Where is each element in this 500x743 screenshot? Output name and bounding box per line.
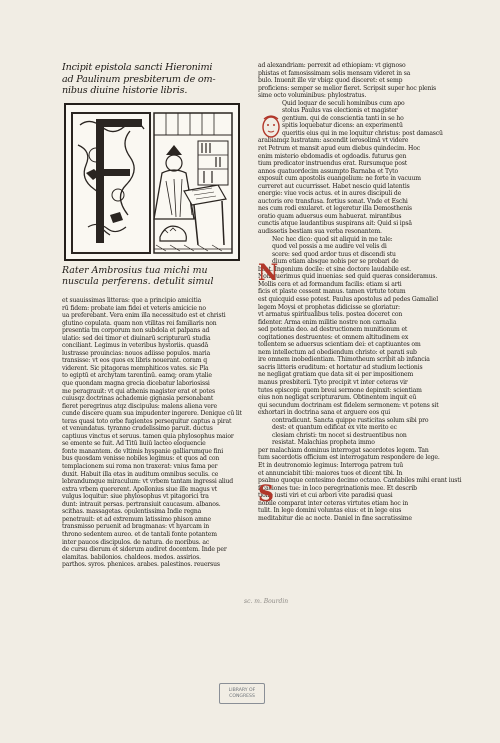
left-column-text — [62, 297, 244, 569]
text-line: psalmo quoque centesimo decimo octauo. Cantabiles mihi erant iusti — [258, 477, 462, 485]
heading-line: nibus diuine historie libris. — [62, 85, 188, 97]
text-line: viderent. Sic pitagoras memphiticos vates. sic Pla — [62, 364, 209, 372]
text-line: extra vrbem quererent. Apollonius siue ille magus vt — [62, 485, 217, 493]
text-line: me peragrauit: vt qui athenis magister erat et potes — [62, 387, 216, 395]
text-line: et suauissimas litteras: que a principio amicitia — [62, 297, 202, 304]
text-line: captiuus vinctus et seruus. tamen quia phylosophus maior — [62, 432, 234, 440]
text-line: curreret aut cucurrisset. Habet nescio quid latentis — [258, 182, 410, 190]
text-line: ire omnem inobedientiam. Thimotheum scribit ab infancia — [258, 356, 430, 364]
text-line: tum sacerdotis officium est interrogatum respondere de lege. — [258, 454, 440, 462]
text-line: rū fidem: probate iam fidei et veteris amicicie no — [62, 304, 206, 312]
text-line: vt armatus spiritualibus telis. postea doceret con — [258, 311, 403, 319]
text-line: transisse: vt eos quos ex libris nouerant. coram q — [62, 357, 207, 365]
heading-line: ad Paulinum presbiterum de om- — [62, 73, 216, 85]
text-line: tutes episcopi: quem breui sermone depinxit: scientiam — [258, 386, 422, 394]
text-line: ficis et plaste cessent manus. tamen virtute totum — [258, 288, 406, 296]
text-line: fonte manantem. de vltimis hyspanie galliarumque fini — [62, 447, 224, 455]
text-line: phistas et famosissimam solis mensam videret in sa — [258, 69, 411, 77]
text-line: presentia tm corporum non subdola et palpans ad — [62, 327, 210, 335]
text-line: sime octo voluminibus: phylostratus. — [258, 92, 367, 100]
text-line: bus quosdam venisse nobiles legimus: et quos ad con — [62, 455, 220, 463]
text-line: throno sedentem aureo. et de tantali fonte potantem — [62, 530, 217, 538]
text-line: contradicunt. Sancta quippe rusticitas solum sibi pro — [272, 416, 429, 424]
text-line: ulatio: sed dei timor et diuinarū scripturarū studia — [62, 334, 211, 342]
text-line: manus presbiterii. Tyto precipit vt inter ceteras vir — [258, 378, 408, 386]
text-line: sed potentia deo. ad destructionem munitionum et — [258, 326, 408, 334]
text-line: que quondam magna grecia dicebatur laboriosissi — [62, 380, 210, 388]
text-line: to egiptū et archytam tarentinū. eamq; oram ytalie — [62, 372, 212, 380]
text-line: resistat. Malachias propheta immo — [272, 439, 375, 447]
text-line: tulit. In lege domini voluntas eius: et in lege eius — [258, 507, 402, 515]
rubric-initial-n: N — [258, 260, 279, 286]
text-line: cunde discere quam sua impudenter ingerere. Denique cū lit — [62, 410, 242, 418]
text-line: queritis eius qui in me loquitur christus: post damascū — [282, 129, 443, 137]
text-line: Et in deutronomio legimus: Interroga patrem tuū — [258, 461, 404, 469]
text-line: et venundatus. tyranno crudelissimo paruit. ductus — [62, 425, 213, 433]
text-line: gentium. qui de conscientia tanti in se ho — [282, 114, 404, 122]
text-line: ne negligat gratiam que data sit ei per impositionem — [258, 371, 414, 379]
text-line: de cursu dierum et siderum audiret docentem. Inde per — [62, 546, 227, 554]
text-line: scere: sed quod ardor tuus et discendi stu — [272, 250, 396, 258]
text-line: oratio quam aduersus eum habuerat. mirantibus — [258, 212, 402, 220]
text-line: legem Moysi et prophetas didicisse se gloriatur: — [258, 303, 400, 311]
text-line: duxit. Habuit illa etas in auditum omnibus seculis. ce — [62, 470, 219, 478]
text-line: Quid loquar de seculi hominibus cum apo — [282, 99, 405, 107]
woodcut-saint-jerome-image — [66, 105, 238, 259]
text-line: clesiam christi: tm nocet si destruentibus non — [272, 431, 407, 439]
text-line: nobile comparat inter ceteras virtutes etiam hoc in — [258, 499, 409, 507]
text-line: beat. Ingenium docile: et sine doctore laudabile est. — [258, 265, 411, 273]
text-line: nem intellectum ad obediendum christo: et parati sub — [258, 348, 417, 356]
text-line: parthos. syros. phenices. arabes. palestinos. reuersus — [62, 561, 220, 569]
text-line: teras quasi toto orbe fugientes persequitur captus a pirat — [62, 417, 232, 425]
text-line: ad alexandriam: perrexit ad ethiopiam: vt gignoso — [258, 62, 406, 69]
text-line: per malachiam dominus interrogat sacerdotes legem. Tan — [258, 446, 429, 454]
subhead-line: Rater Ambrosius tua michi mu — [62, 265, 208, 276]
text-line: nes cum rodi exularet. et legeretur illa Demosthenis — [258, 205, 412, 213]
text-line: dest: et quantum edificat ex vite merito ec — [272, 424, 397, 432]
text-line: arabiamqz lustratam: ascendit ierosolimā vt videre — [258, 137, 409, 145]
text-line: vulgus loquitur: siue phylosophus vt pitagorici tra — [62, 493, 209, 501]
text-line: cunctis atque laudantibus suspirans ait: Quid si ipsā — [258, 220, 412, 228]
text-line: meditabitur die ac nocte. Daniel in fine sacratissime — [258, 514, 412, 522]
text-line: exhortari in doctrina sana et arguere eos qui — [258, 409, 391, 417]
text-line: lustrasse prouincias: nouos adiisse populos. maria — [62, 349, 211, 357]
text-line: inter paucos discipulos. de natura. de moribus. ac — [62, 538, 210, 546]
text-line: quod vel possis a me audire vel velis di — [272, 243, 387, 251]
heading-line: Incipit epistola sancti Hieronimi — [62, 62, 213, 73]
text-line: tione iusti viri et cui arbori vite paradisi quasi — [258, 492, 393, 500]
text-line: energie: viue vocis actus. et in aures discipuli de — [258, 190, 402, 198]
text-line: ficaciones tue: in loco peregrinationis mee. Et describ — [258, 484, 417, 492]
text-line: Mollis cera et ad formandum facilis: etiam si arti — [258, 280, 402, 288]
text-line: audissetis bestiam sua verba resonantem. — [258, 228, 382, 236]
text-line: ua preferebant. Vera enim illa necessitudo est et christi — [62, 312, 226, 320]
text-line: scithas. massagetas. opulentissima Indie regna — [62, 508, 202, 516]
text-line: dunt: intrauit persas. pertransiuit caucasum. albanos. — [62, 500, 221, 508]
text-line: fieret peregrinus atqz discipulus: malens aliena vere — [62, 402, 217, 410]
text-line: fidenter. Arma enim militie nostre non carnalia — [258, 318, 397, 326]
rubric-initial-s: S — [258, 481, 274, 507]
text-line: qui secundum doctrinam est fidelem sermonem: vt potens sit — [258, 401, 439, 409]
text-line: est quicquid esse potest. Paulus apostolus ad pedes Gamaliel — [258, 295, 439, 303]
text-line: proficiens: semper se melior fieret. Scripsit super hoc plenis — [258, 84, 437, 92]
text-line: Non querimus quid inuenias: sed quid queras consideramus. — [258, 273, 438, 281]
text-line: penetrauit: et ad extremum latissimo phison amne — [62, 515, 211, 523]
text-line: elamitas. babilonios. chaldeos. medos. assirios. — [62, 553, 201, 561]
text-line: templacionem sui roma non traxerat: vnius fama per — [62, 463, 218, 471]
text-line: Nec hec dico: quod sit aliquid in me tale: — [272, 235, 393, 243]
pencil-annotation: sc. m. Bourdin — [244, 598, 289, 605]
text-line: dium etiam absque nobis per se probari de — [272, 258, 399, 266]
text-line: sacris litteris eruditum: et hortatur ad studium lectionis — [258, 363, 423, 371]
text-line: annos quatuordecim assumpto Barnaba et Tyto — [258, 167, 398, 175]
text-line: tium predicator instruendus erat. Rursumque post — [258, 160, 408, 168]
opening-line — [62, 266, 244, 287]
text-line: se emente se fuit. Ad Titū liuiū lacteo eloquencie — [62, 440, 206, 448]
epistle-heading — [62, 62, 244, 97]
text-line: conciliant. Legimus in veteribus hystoriis. quasdā — [62, 342, 209, 350]
subhead-line: nuscula perferens. detulit simul — [62, 275, 214, 287]
decorated-initial-face-icon — [260, 114, 282, 141]
text-line: lebrandumque miraculum: vt vrbem tantam ingressi aliud — [62, 478, 234, 486]
text-line: et annunciabit tibi: maiores tuos et dicent tibi. In — [258, 469, 403, 477]
text-line: spitis loquebatur dicens: an experimentū — [282, 122, 403, 130]
stamp-line-1: LIBRARY OF — [228, 688, 256, 693]
library-stamp — [219, 683, 265, 704]
text-line: cuiusqz doctrinas achademie gignasia personabant — [62, 395, 214, 403]
text-line: cogitationes destruentes: et omnem altitudinem ex — [258, 333, 409, 341]
stamp-line-2: CONGRESS — [229, 693, 255, 699]
text-line: enim misterio ebdomadis et ogdoadis. futurus gen — [258, 152, 407, 160]
text-line: tollentem se aduersus scientiam dei: et captiuantes om — [258, 341, 421, 349]
text-line: exposuit cum apostolis euangelium: ne forte in vacuum — [258, 175, 421, 183]
text-line: eius non negligat scripturarum. Obtinentem inquit eū — [258, 394, 417, 402]
text-line: auctoris ore transfusa. fortius sonat. Vnde et Eschi — [258, 197, 408, 205]
text-line: glutino copulata. quam non vtilitas rei familiaris non — [62, 319, 217, 327]
woodcut-illustration — [64, 103, 240, 261]
right-column-text — [258, 62, 462, 522]
text-line: bulo. Inuenit ille vir vbiqz quod disceret: et semp — [258, 77, 403, 85]
text-line: transmisso peruenit ad bragmanas: vt hyarcam in — [62, 523, 210, 531]
text-line: ret Petrum et mansit apud eum diebus quindecim. Hoc — [258, 145, 420, 153]
text-line: stolus Paulus vas electionis et magister — [282, 107, 398, 115]
